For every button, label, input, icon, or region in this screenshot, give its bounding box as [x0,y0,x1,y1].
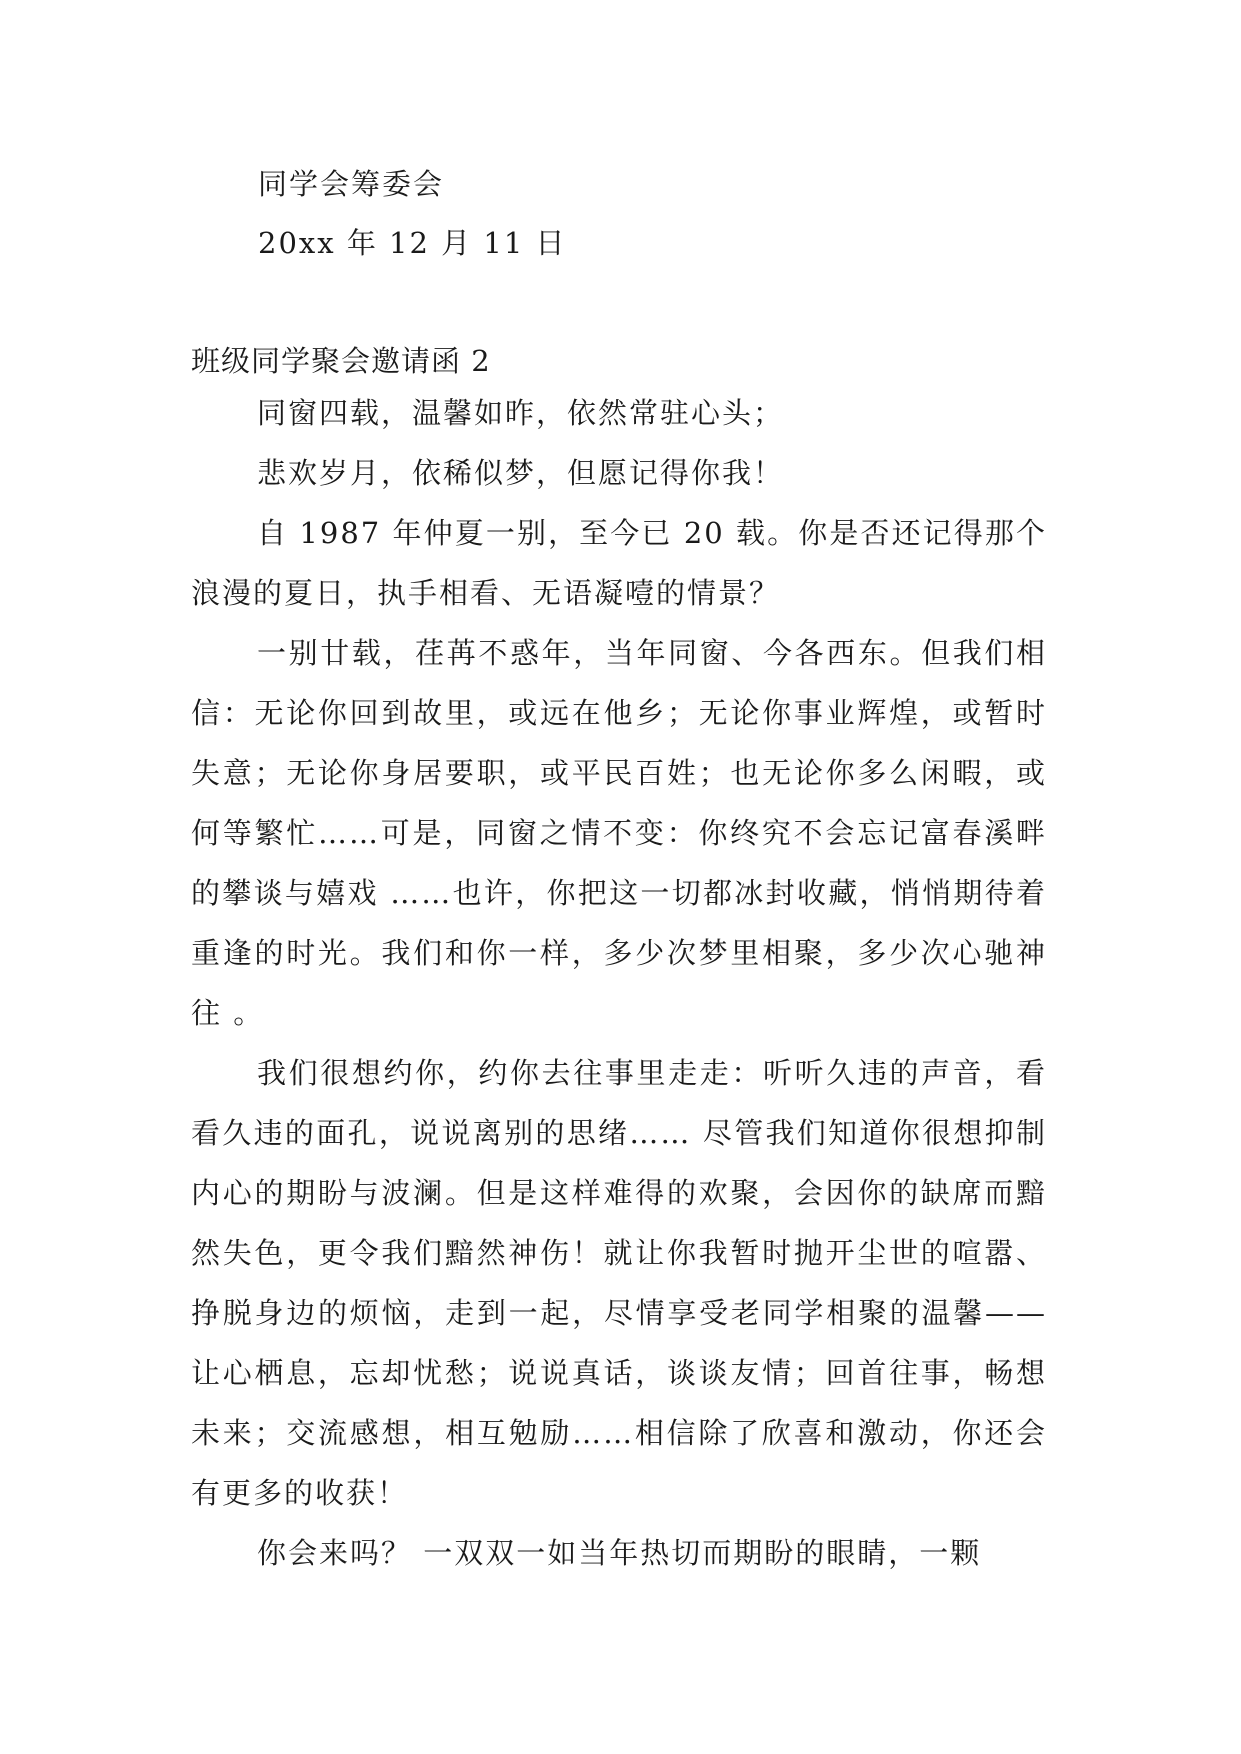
paragraph: 同窗四载，温馨如昨，依然常驻心头； [257,396,785,430]
signature-organizer: 同学会筹委会 [258,167,445,201]
paragraph: 我们很想约你，约你去往事里走走：听听久违的声音，看看久违的面孔，说说离别的思绪…… 尽管我们知道你很想抑制内心的期盼与波澜。但是这样难得的欢聚，会因你的缺席而黯然失色，更令我们黯然神伤！就让你我暂时抛开尘世的喧嚣、挣脱身边的烦恼，走到一起，尽情享受老同学相聚的温馨——让心栖息，忘却忧愁；说说真话，谈谈友情；回首往事，畅想未来；交流感想，相互勉励……相信除了欣喜和激动，你还会有更多的收获！ [191,1056,1047,1510]
signature-date: 20xx 年 12 月 11 日 [258,226,567,260]
document-title: 班级同学聚会邀请函 2 [191,344,491,378]
document-body [191,383,1047,1583]
paragraph: 自 1987 年仲夏一别，至今已 20 载。你是否还记得那个浪漫的夏日，执手相看、无语凝噎的情景？ [191,516,1047,610]
paragraph: 一别廿载，荏苒不惑年，当年同窗、今各西东。但我们相信：无论你回到故里，或远在他乡；无论你事业辉煌，或暂时失意；无论你身居要职，或平民百姓；也无论你多么闲暇，或何等繁忙……可是，同窗之情不变：你终究不会忘记富春溪畔的攀谈与嬉戏 ……也许，你把这一切都冰封收藏，悄悄期待着重逢的时光。我们和你一样，多少次梦里相聚，多少次心驰神往 。 [191,636,1047,1030]
paragraph: 你会来吗？ 一双双一如当年热切而期盼的眼睛，一颗 [257,1536,982,1570]
paragraph: 悲欢岁月，依稀似梦，但愿记得你我！ [257,456,785,490]
